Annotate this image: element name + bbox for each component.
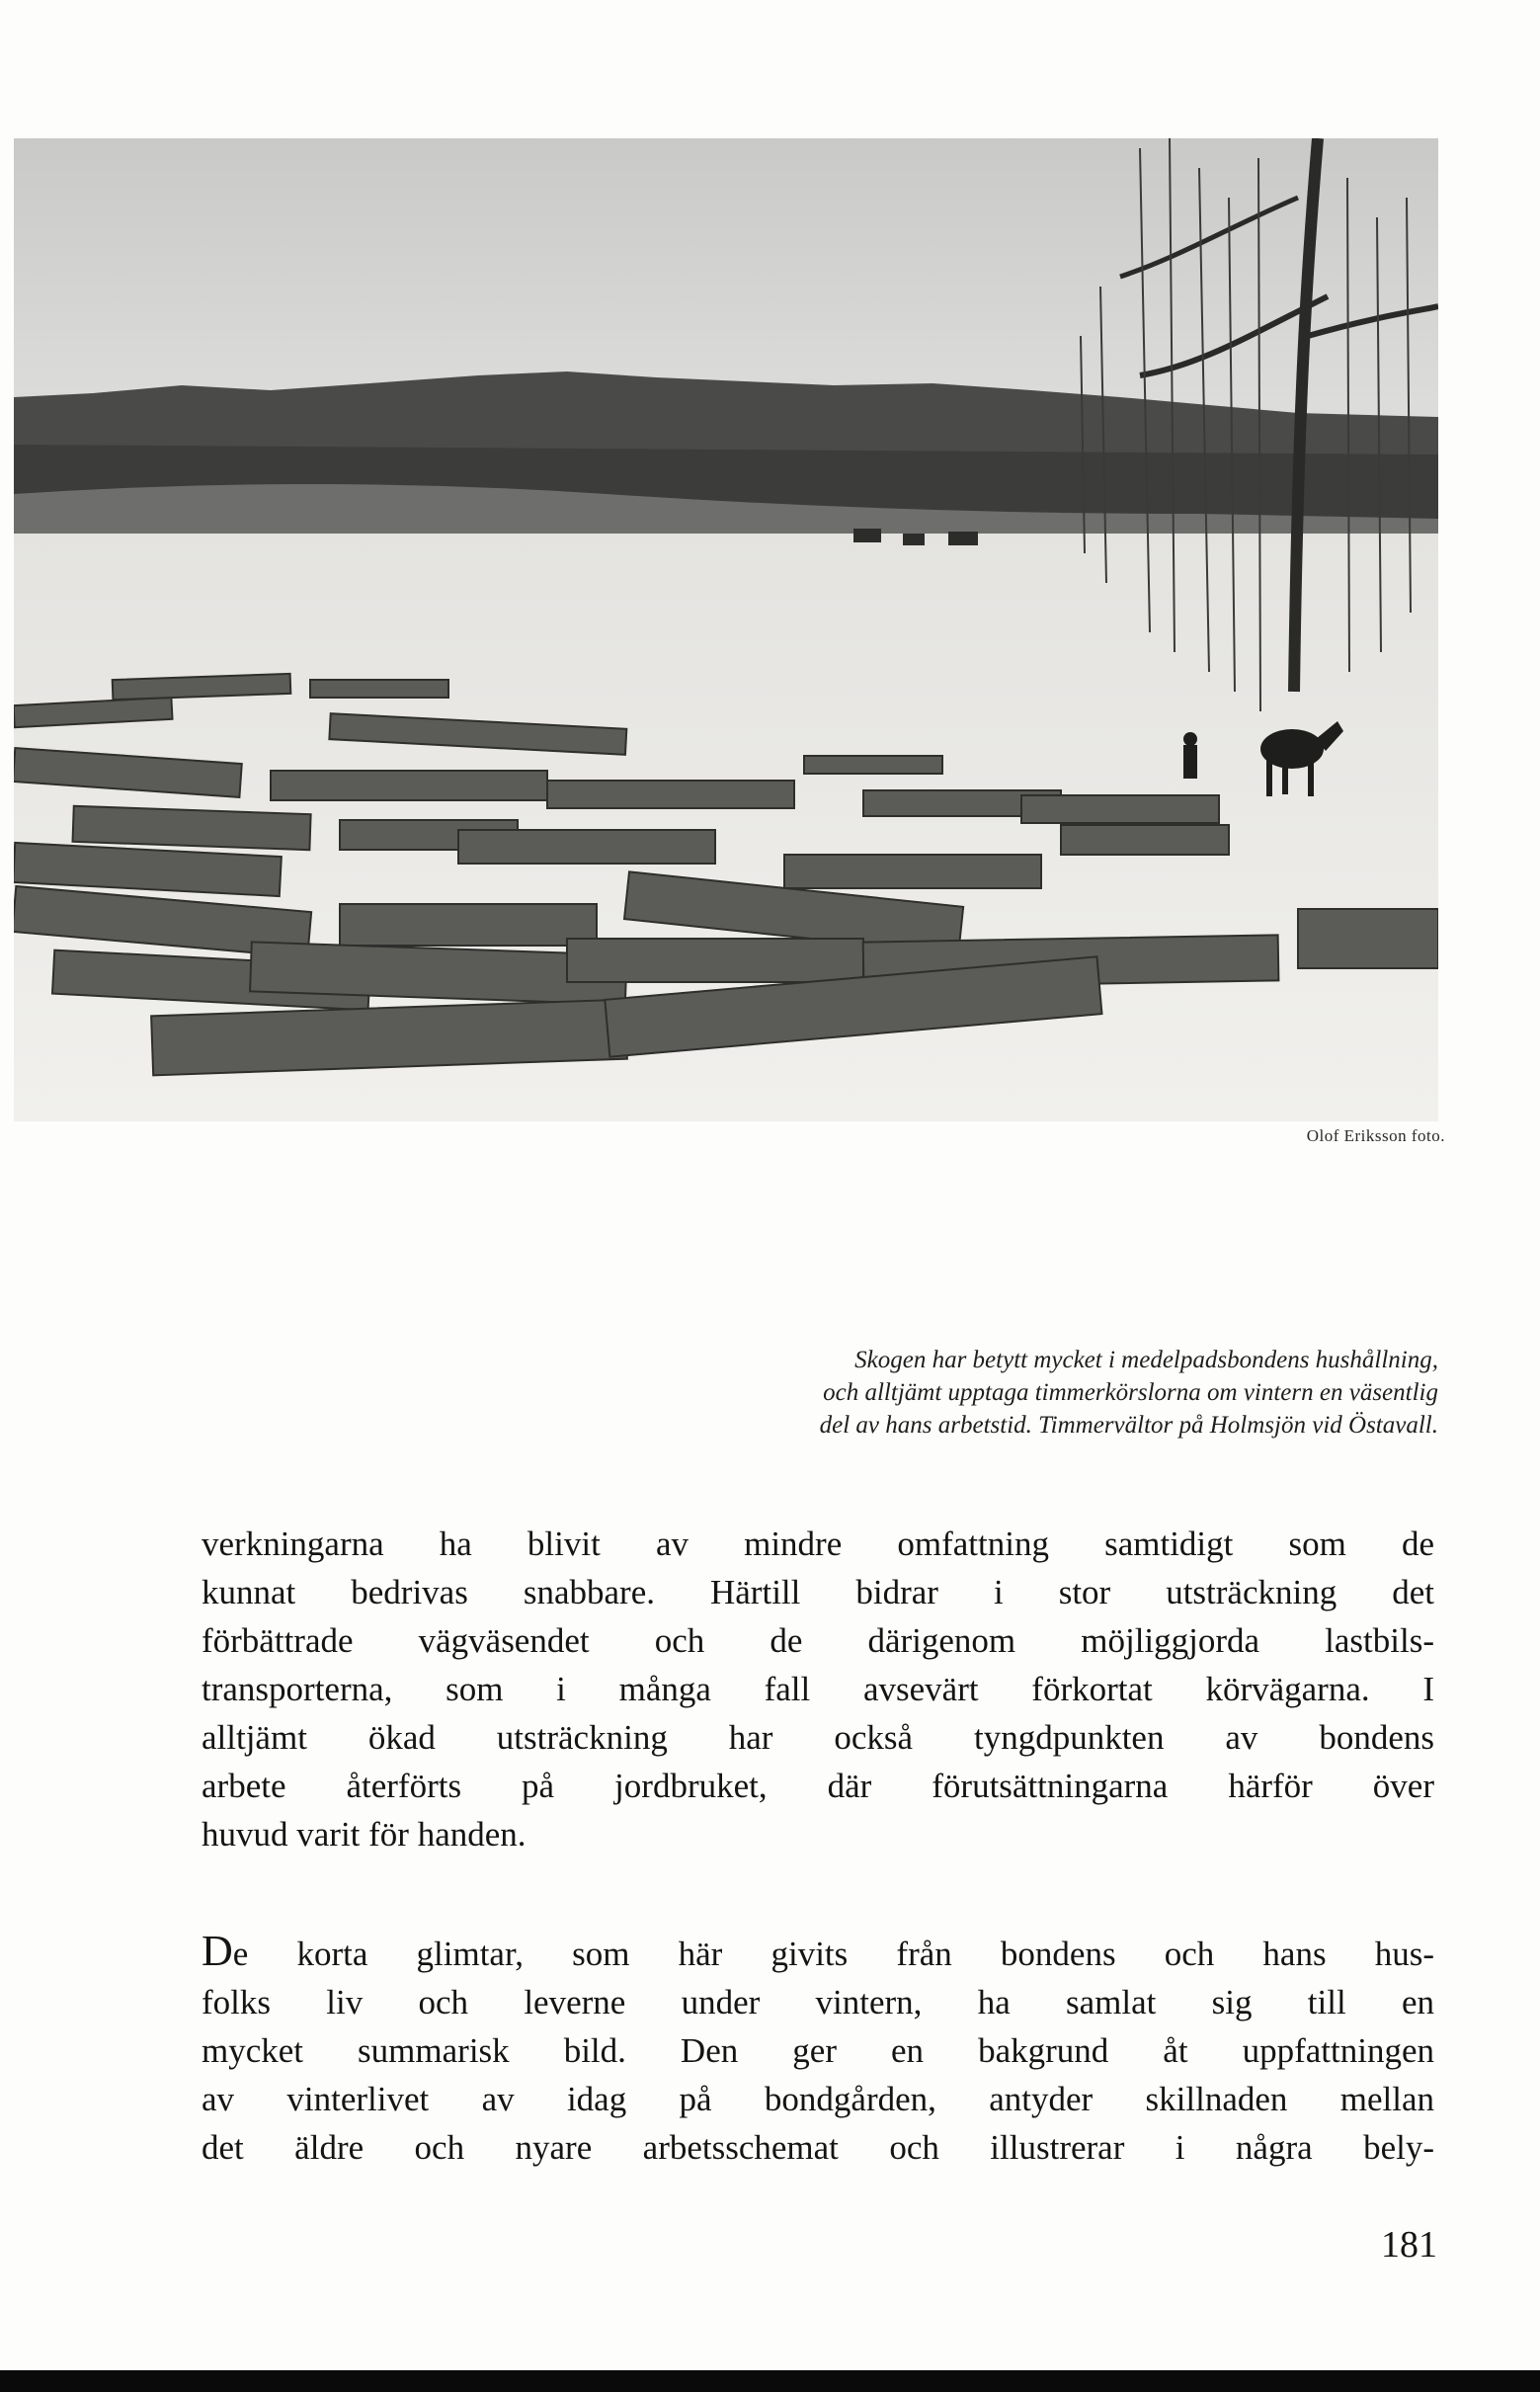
text-line: alltjämt ökad utsträckning har också tyngdpunkten av bondens (202, 1718, 1434, 1757)
text-line: mycket summarisk bild. Den ger en bakgrund åt uppfattningen (202, 2031, 1434, 2070)
text-line: av vinterlivet av idag på bondgården, antyder skillnaden mellan (202, 2080, 1434, 2118)
photo-credit: Olof Eriksson foto. (1306, 1126, 1445, 1145)
page-number: 181 (1381, 2224, 1437, 2266)
scan-bottom-edge (0, 2370, 1540, 2392)
text-line: transporterna, som i många fall avsevärt förkortat körvägarna. I (202, 1670, 1434, 1708)
text-line: kunnat bedrivas snabbare. Härtill bidrar i stor utsträckning det (202, 1573, 1434, 1611)
text-line: arbete återförts på jordbruket, där förutsättningarna härför över (202, 1767, 1434, 1805)
caption-line: och alltjämt upptaga timmerkörslorna om vintern en väsentlig (823, 1379, 1438, 1406)
paragraph-1 (202, 1520, 1434, 1858)
photo-illustration (14, 138, 1438, 1121)
caption-line: del av hans arbetstid. Timmervältor på Holmsjön vid Östavall. (819, 1412, 1438, 1439)
first-line-rest: e korta glimtar, som här givits från bondens och hans hus- (232, 1935, 1434, 1973)
text-line: det äldre och nyare arbetsschemat och illustrerar i några bely- (202, 2128, 1434, 2167)
text-line: huvud varit för handen. (202, 1815, 527, 1854)
drop-cap: D (202, 1927, 233, 1975)
text-line: verkningarna ha blivit av mindre omfattning samtidigt som de (202, 1525, 1434, 1563)
paragraph-2 (202, 1927, 1434, 2172)
caption-line: Skogen har betytt mycket i medelpadsbondens hushållning, (854, 1347, 1438, 1373)
text-line: folks liv och leverne under vintern, ha samlat sig till en (202, 1983, 1434, 2021)
photo-caption (541, 1344, 1438, 1442)
winter-log-landing-photo (14, 138, 1438, 1121)
text-line: förbättrade vägväsendet och de därigenom möjliggjorda lastbils- (202, 1621, 1434, 1660)
text-line-first (202, 1927, 1434, 1978)
